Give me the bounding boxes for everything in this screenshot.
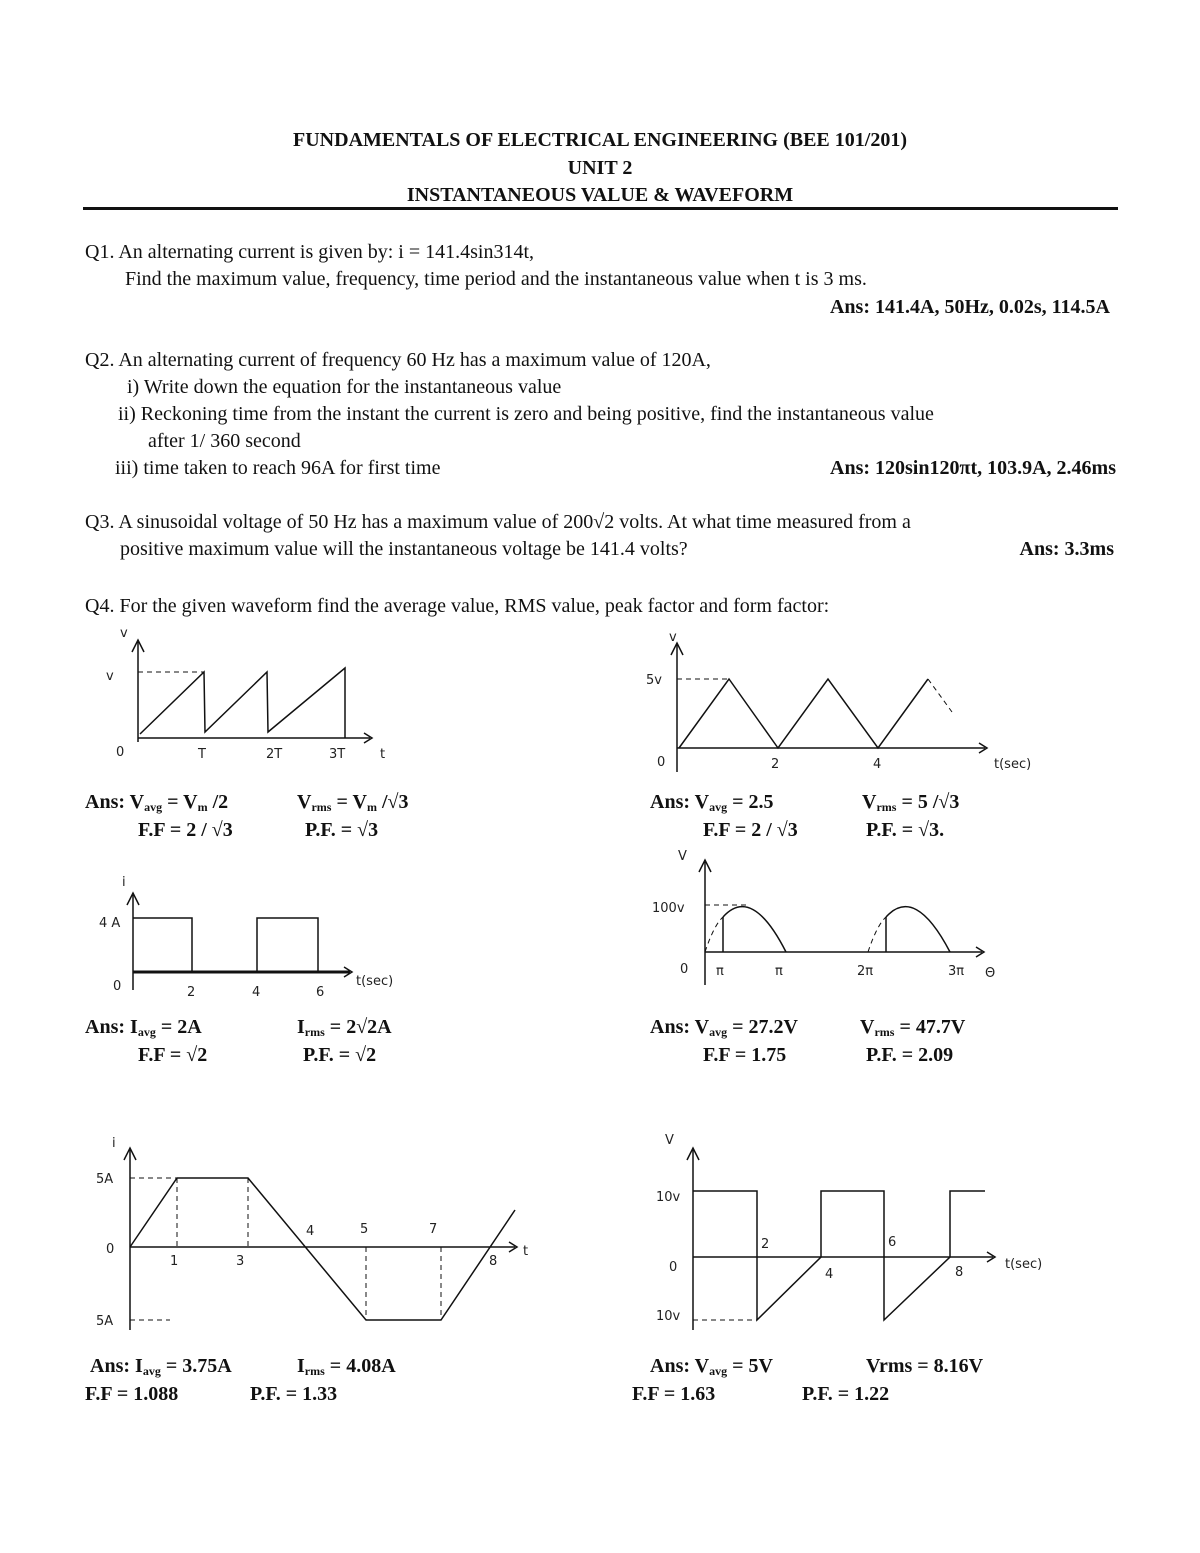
w5-origin: 0	[106, 1242, 115, 1257]
w6-wave	[693, 1191, 985, 1320]
w6-tick-6: 6	[888, 1235, 897, 1250]
q2-answer: Ans: 120sin120πt, 103.9A, 2.46ms	[830, 457, 1116, 479]
avg-subscript: avg	[709, 1364, 728, 1378]
w1-answer-ff: F.F = 2 / √3	[138, 819, 233, 841]
w5-wave	[130, 1178, 515, 1320]
avg-value-subscript: m	[197, 800, 208, 814]
w4-origin: 0	[680, 962, 689, 977]
waveform-square	[99, 875, 393, 1000]
w5-ymax-label: 5A	[96, 1172, 114, 1187]
w2-tick-4: 4	[873, 757, 882, 772]
avg-value: = 2A	[155, 1016, 202, 1038]
rms-value: = 4.08A	[324, 1355, 396, 1377]
avg-symbol: V	[694, 791, 710, 813]
w5-y-label: i	[112, 1136, 116, 1151]
page-title: FUNDAMENTALS OF ELECTRICAL ENGINEERING (BEE 101/201)	[293, 129, 907, 151]
waveform-square-ramp	[656, 1133, 1042, 1330]
w6-y-label: V	[665, 1133, 674, 1148]
w6-answer-rms: Vrms = 8.16V	[866, 1355, 984, 1377]
w6-answer-pf: P.F. = 1.22	[802, 1383, 890, 1405]
w3-tick-2: 2	[187, 985, 196, 1000]
w2-x-label: t(sec)	[994, 757, 1032, 772]
w6-tick-2: 2	[761, 1237, 770, 1252]
w4-answer-ff: F.F = 1.75	[703, 1044, 787, 1066]
unit-heading: UNIT 2	[567, 157, 633, 179]
waveform-triangle	[646, 630, 1031, 772]
w1-origin: 0	[116, 745, 125, 760]
q2-part-i: i) Write down the equation for the instantaneous value	[127, 376, 562, 398]
rms-subscript: rms	[304, 1025, 325, 1039]
w4-tick-pi-a: π	[716, 964, 724, 979]
w2-answer-pf: P.F. = √3.	[866, 819, 945, 841]
ans-prefix: Ans:	[650, 791, 691, 813]
w4-tick-3pi: 3π	[948, 964, 965, 979]
rms-symbol: V	[297, 791, 312, 813]
rms-value: = 5 /√3	[896, 791, 960, 813]
w6-answer-ff: F.F = 1.63	[632, 1383, 716, 1405]
w2-ymax-label: 5v	[646, 673, 662, 688]
w2-tick-2: 2	[771, 757, 780, 772]
w3-origin: 0	[113, 979, 122, 994]
w3-pulse-1	[133, 918, 192, 972]
w1-tick-2T: 2T	[266, 747, 283, 762]
q3-question-cont: positive maximum value will the instantaneous voltage be 141.4 volts?	[120, 538, 688, 560]
avg-symbol: V	[129, 791, 145, 813]
q3-question: Q3. A sinusoidal voltage of 50 Hz has a maximum value of 200√2 volts. At what time measured from a	[85, 511, 911, 533]
w4-x-label: Θ	[985, 966, 996, 981]
rms-subscript: rms	[876, 800, 897, 814]
w5-tick-8: 8	[489, 1254, 498, 1269]
rms-value-subscript: m	[366, 800, 377, 814]
avg-subscript: avg	[709, 1025, 728, 1039]
w1-ymax-label: v	[106, 669, 114, 684]
rms-symbol: V	[862, 791, 877, 813]
rms-value: = V	[331, 791, 367, 813]
avg-symbol: I	[135, 1355, 143, 1377]
q3-answer: Ans: 3.3ms	[1019, 538, 1114, 560]
rms-subscript: rms	[874, 1025, 895, 1039]
rms-subscript: rms	[311, 800, 332, 814]
rms-subscript: rms	[304, 1364, 325, 1378]
w1-wave	[140, 668, 345, 738]
ans-prefix: Ans:	[85, 1016, 126, 1038]
avg-symbol: V	[694, 1016, 710, 1038]
w6-x-label: t(sec)	[1005, 1257, 1043, 1272]
avg-value: = 27.2V	[727, 1016, 798, 1038]
q2-part-ii: ii) Reckoning time from the instant the current is zero and being positive, find the instantaneous value	[118, 403, 934, 425]
waveform-trapezoid	[96, 1136, 528, 1330]
w5-answer-pf: P.F. = 1.33	[250, 1383, 338, 1405]
w2-answer-ff: F.F = 2 / √3	[703, 819, 798, 841]
w5-tick-7: 7	[429, 1222, 438, 1237]
avg-subscript: avg	[709, 800, 728, 814]
w4-lobe-1	[723, 907, 786, 952]
rms-value: = 2√2A	[324, 1016, 392, 1038]
avg-subscript: avg	[142, 1364, 161, 1378]
w5-tick-4: 4	[306, 1224, 315, 1239]
rms-value: = 47.7V	[894, 1016, 966, 1038]
q1-answer: Ans: 141.4A, 50Hz, 0.02s, 114.5A	[829, 296, 1110, 318]
w3-tick-4: 4	[252, 985, 261, 1000]
ans-prefix: Ans:	[650, 1355, 691, 1377]
w6-tick-8: 8	[955, 1265, 964, 1280]
w2-y-label: v	[669, 630, 677, 645]
w5-tick-1: 1	[170, 1254, 179, 1269]
ans-prefix: Ans:	[85, 791, 126, 813]
w2-wave	[679, 679, 928, 748]
w4-dashed-rise-1	[705, 917, 723, 952]
w3-ymax-label: 4 A	[99, 916, 121, 931]
avg-value: = V	[162, 791, 198, 813]
rms-symbol: I	[297, 1016, 305, 1038]
w4-tick-pi: π	[775, 964, 783, 979]
w3-answer-pf: P.F. = √2	[303, 1044, 377, 1066]
w1-y-label: v	[120, 626, 128, 641]
w2-wave-tail	[928, 679, 952, 712]
avg-value: = 3.75A	[160, 1355, 232, 1377]
w4-tick-2pi: 2π	[857, 964, 874, 979]
w4-y-label: V	[678, 849, 687, 864]
w3-x-label: t(sec)	[356, 974, 394, 989]
rms-tail: /√3	[376, 791, 409, 813]
w4-lobe-2	[886, 907, 950, 952]
avg-value: = 2.5	[727, 791, 774, 813]
w4-dashed-rise-2	[868, 917, 886, 952]
w5-tick-3: 3	[236, 1254, 245, 1269]
w2-origin: 0	[657, 755, 666, 770]
q1-instruction: Find the maximum value, frequency, time period and the instantaneous value when t is 3 ms.	[125, 268, 867, 290]
avg-tail: /2	[207, 791, 229, 813]
w1-tick-3T: 3T	[329, 747, 346, 762]
q2-part-ii-cont: after 1/ 360 second	[148, 430, 301, 452]
q2-part-iii: iii) time taken to reach 96A for first time	[115, 457, 441, 479]
w6-ymax-label: 10v	[656, 1190, 681, 1205]
w3-pulse-2	[257, 918, 318, 972]
w6-origin: 0	[669, 1260, 678, 1275]
avg-symbol: V	[694, 1355, 710, 1377]
rms-symbol: I	[297, 1355, 305, 1377]
avg-symbol: I	[130, 1016, 138, 1038]
w1-tick-T: T	[198, 747, 206, 762]
w3-tick-6: 6	[316, 985, 325, 1000]
avg-subscript: avg	[137, 1025, 156, 1039]
w6-ymin-label: 10v	[656, 1309, 681, 1324]
ans-prefix: Ans:	[650, 1016, 691, 1038]
w4-answer-pf: P.F. = 2.09	[866, 1044, 954, 1066]
w3-y-label: i	[122, 875, 126, 890]
ans-prefix: Ans:	[90, 1355, 131, 1377]
q4-question: Q4. For the given waveform find the average value, RMS value, peak factor and form factor:	[85, 595, 830, 617]
w6-tick-4: 4	[825, 1267, 834, 1282]
w5-ymin-label: 5A	[96, 1314, 114, 1329]
topic-heading: INSTANTANEOUS VALUE & WAVEFORM	[406, 184, 794, 206]
q1-question: Q1. An alternating current is given by: i = 141.4sin314t,	[85, 241, 534, 263]
w1-x-label: t	[380, 747, 386, 762]
q2-question: Q2. An alternating current of frequency 60 Hz has a maximum value of 120A,	[85, 349, 711, 371]
waveform-rectified	[652, 849, 995, 985]
avg-subscript: avg	[144, 800, 163, 814]
w5-answer-ff: F.F = 1.088	[85, 1383, 179, 1405]
waveform-sawtooth	[106, 626, 385, 762]
rms-symbol: V	[860, 1016, 875, 1038]
w5-tick-5: 5	[360, 1222, 369, 1237]
w5-x-label: t	[523, 1244, 529, 1259]
w4-ymax-label: 100v	[652, 901, 685, 916]
avg-value: = 5V	[727, 1355, 773, 1377]
w3-answer-ff: F.F = √2	[138, 1044, 208, 1066]
w1-answer-pf: P.F. = √3	[305, 819, 379, 841]
